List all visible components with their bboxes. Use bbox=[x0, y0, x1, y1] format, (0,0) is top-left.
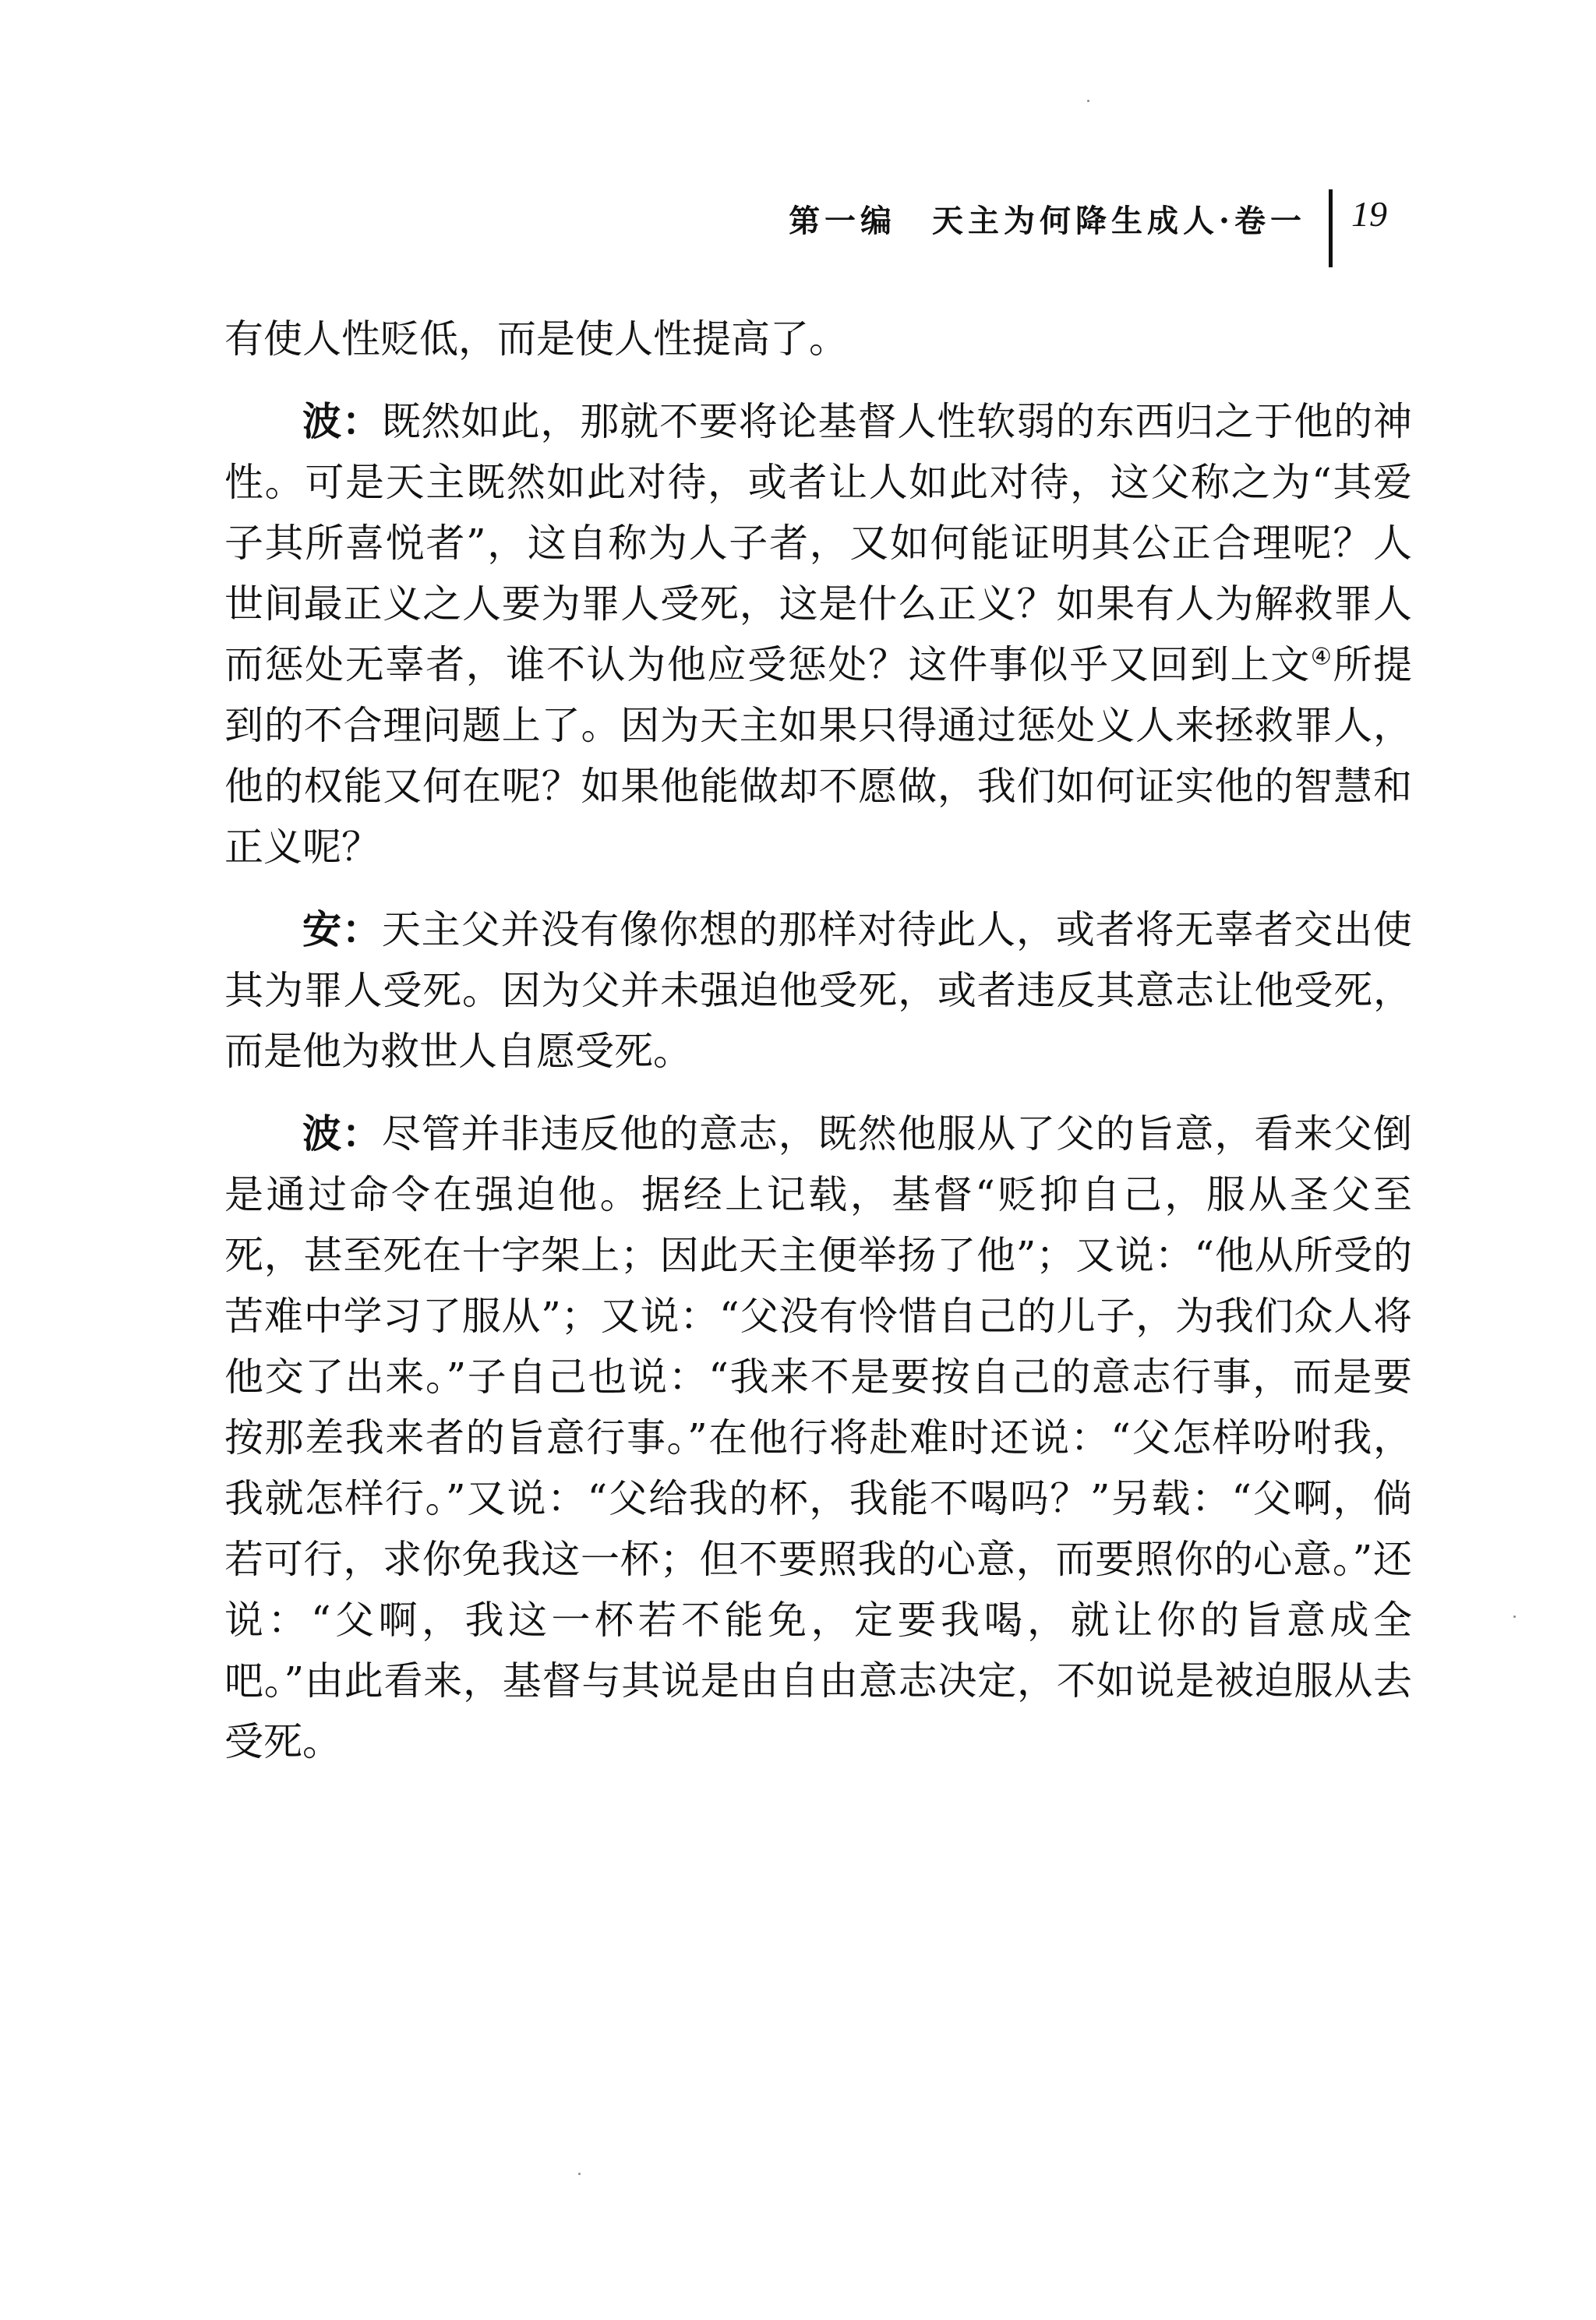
page-header bbox=[0, 193, 1596, 271]
speaker-label: 安： bbox=[302, 906, 382, 952]
paragraph-text: 天主父并没有像你想的那样对待此人，或者将无辜者交出使其为罪人受死。因为父并未强迫他受死，或者违反其意志让他受死，而是他为救世人自愿受死。 bbox=[224, 907, 1413, 1074]
paragraph-text: 尽管并非违反他的意志，既然他服从了父的旨意，看来父倒是通过命令在强迫他。据经上记载，基督“贬抑自己，服从圣父至死，甚至死在十字架上；因此天主便举扬了他”；又说：“他从所受的苦难中学习了服从”；又说：“父没有怜惜自己的儿子，为我们众人将他交了出来。”子自己也说：“我来不是要按自己的意志行事，而是要按那差我来者的旨意行事。”在他行将赴难时还说：“父怎样吩咐我，我就怎样行。”又说：“父给我的杯，我能不喝吗？”另载：“父啊，倘若可行，求你免我这一杯；但不要照我的心意，而要照你的心意。”还说：“父啊，我这一杯若不能免，定要我喝，就让你的旨意成全吧。”由此看来，基督与其说是由自由意志决定，不如说是被迫服从去受死。 bbox=[224, 1111, 1413, 1764]
paragraph-text: 既然如此，那就不要将论基督人性软弱的东西归之于他的神性。可是天主既然如此对待，或者让人如此对待，这父称之为“其爱子其所喜悦者”，这自称为人子者，又如何能证明其公正合理呢？人世间最正义之人要为罪人受死，这是什么正义？如果有人为解救罪人而惩处无辜者，谁不认为他应受惩处？这件事似乎又回到上文 bbox=[224, 399, 1413, 687]
paragraph-3 bbox=[224, 899, 1412, 1082]
paragraph-2 bbox=[224, 391, 1412, 878]
footnote-marker: ④ bbox=[1310, 643, 1333, 671]
scan-speck bbox=[578, 2173, 581, 2175]
page-number: 19 bbox=[1351, 194, 1387, 234]
scan-speck bbox=[1513, 1616, 1516, 1618]
body-text bbox=[224, 309, 1412, 1772]
running-title: 第一编 天主为何降生成人·卷一 bbox=[789, 203, 1306, 239]
speaker-label: 波： bbox=[302, 1111, 382, 1156]
paragraph-text-continued: 所提到的不合理问题上了。因为天主如果只得通过惩处义人来拯救罪人，他的权能又何在呢？如果他能做却不愿做，我们如何证实他的智慧和正义呢？ bbox=[224, 642, 1413, 870]
scan-speck bbox=[1087, 100, 1089, 102]
paragraph-1 bbox=[224, 309, 1412, 369]
paragraph-4 bbox=[224, 1104, 1412, 1772]
speaker-label: 波： bbox=[302, 398, 382, 444]
header-divider bbox=[1329, 189, 1333, 267]
paragraph-text: 有使人性贬低，而是使人性提高了。 bbox=[224, 316, 848, 362]
